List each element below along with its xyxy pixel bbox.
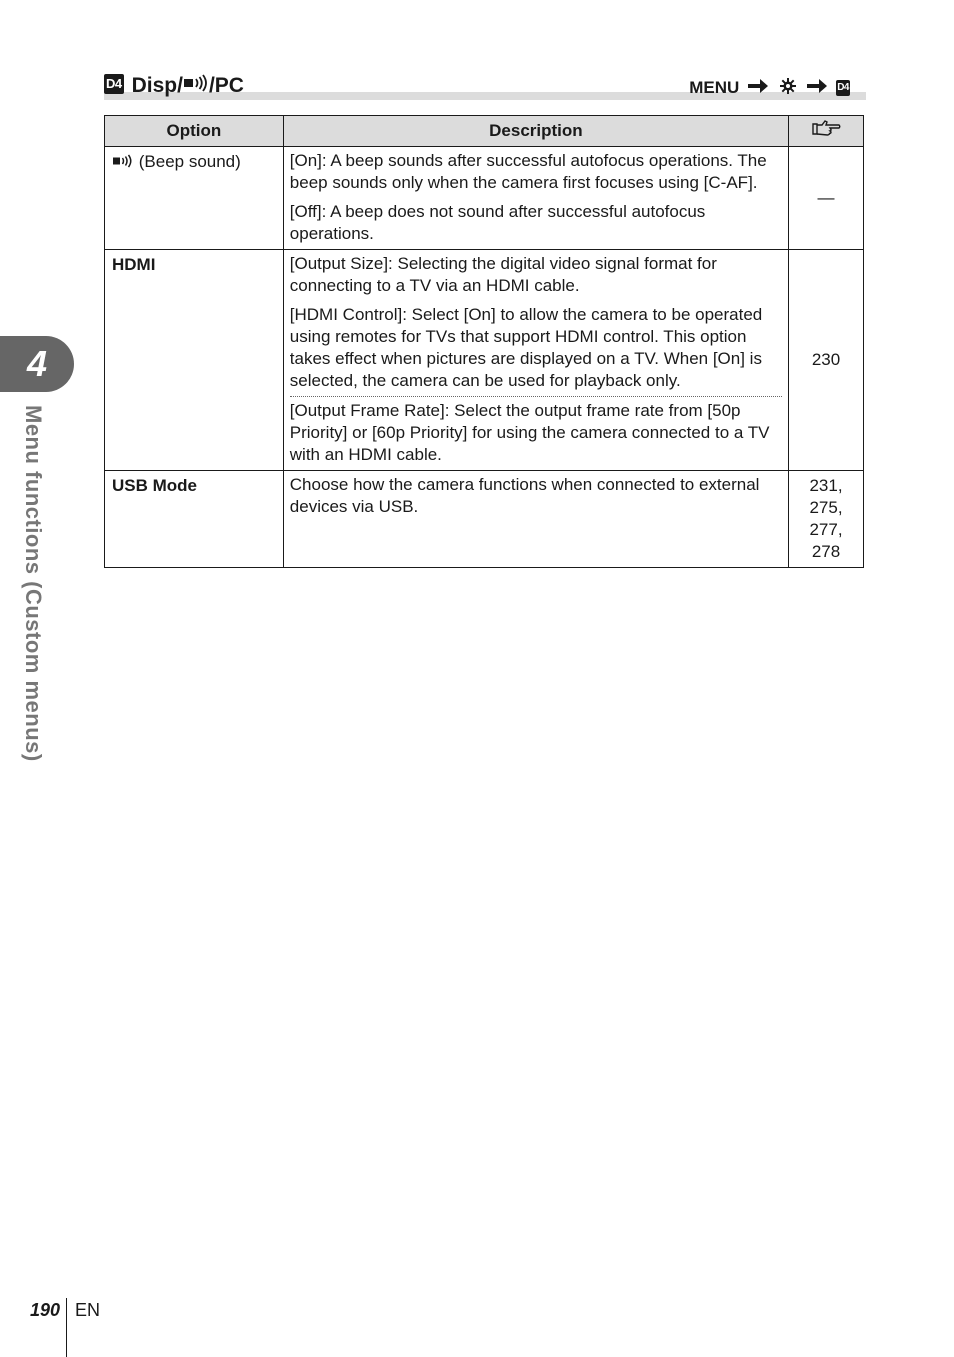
breadcrumb <box>689 78 850 99</box>
description-text: Choose how the camera functions when connected to external devices via USB. <box>289 475 760 516</box>
reference-page: 231, <box>809 476 843 495</box>
table-row <box>105 147 864 250</box>
section-title <box>104 74 244 98</box>
table-row <box>105 471 864 568</box>
option-cell: HDMI <box>105 250 284 471</box>
title-text-post: /PC <box>208 74 244 97</box>
reference-cell <box>789 471 864 568</box>
option-cell <box>105 147 284 250</box>
page-number: 190 <box>30 1300 61 1320</box>
reference-page: 278 <box>811 542 841 561</box>
description-text: [Output Size]: Selecting the digital video signal format for connecting to a TV via an HDMI cable. <box>289 254 717 295</box>
description-text: [On]: A beep sounds after successful autofocus operations. The beep sounds only when the camera first focuses using [C-AF]. <box>289 151 767 192</box>
pointing-hand-icon <box>811 122 841 141</box>
option-column-header: Option <box>105 116 284 147</box>
description-cell <box>283 250 788 471</box>
footer-divider <box>66 1298 67 1357</box>
title-text-pre: Disp/ <box>131 74 183 97</box>
description-text: [Output Frame Rate]: Select the output frame rate from [50p Priority] or [60p Priority] for using the camera connected to a TV with an HDMI cable. <box>290 396 782 470</box>
table-header-row <box>105 116 864 147</box>
description-text: [Off]: A beep does not sound after successful autofocus operations. <box>289 202 706 243</box>
reference-page: 275, <box>809 498 843 517</box>
chapter-title: Menu functions (Custom menus) <box>21 405 46 762</box>
reference-cell: 230 <box>789 250 864 471</box>
section-header <box>104 72 866 102</box>
option-label: (Beep sound) <box>138 152 241 171</box>
gear-icon <box>780 78 796 99</box>
chapter-number: 4 <box>26 343 48 384</box>
description-cell <box>283 471 788 568</box>
arrow-right-icon <box>806 78 828 99</box>
reference-column-header <box>789 116 864 147</box>
options-table <box>104 115 864 568</box>
table-row <box>105 250 864 471</box>
description-cell <box>283 147 788 250</box>
speaker-icon <box>183 74 209 98</box>
breadcrumb-badge: D4 <box>836 80 850 96</box>
description-text: [HDMI Control]: Select [On] to allow the camera to be operated using remotes for TVs that support HDMI control. This option takes effect when pictures are displayed on a TV. When [On] is selected, the camera can be used for playback only. <box>289 305 763 390</box>
breadcrumb-menu: MENU <box>689 78 740 97</box>
description-column-header: Description <box>283 116 788 147</box>
reference-cell: — <box>789 147 864 250</box>
language-label: EN <box>75 1300 101 1320</box>
arrow-right-icon <box>747 78 769 99</box>
option-cell: USB Mode <box>105 471 284 568</box>
speaker-icon <box>112 152 134 171</box>
reference-page: 277, <box>809 520 843 539</box>
section-badge: D4 <box>104 74 124 94</box>
